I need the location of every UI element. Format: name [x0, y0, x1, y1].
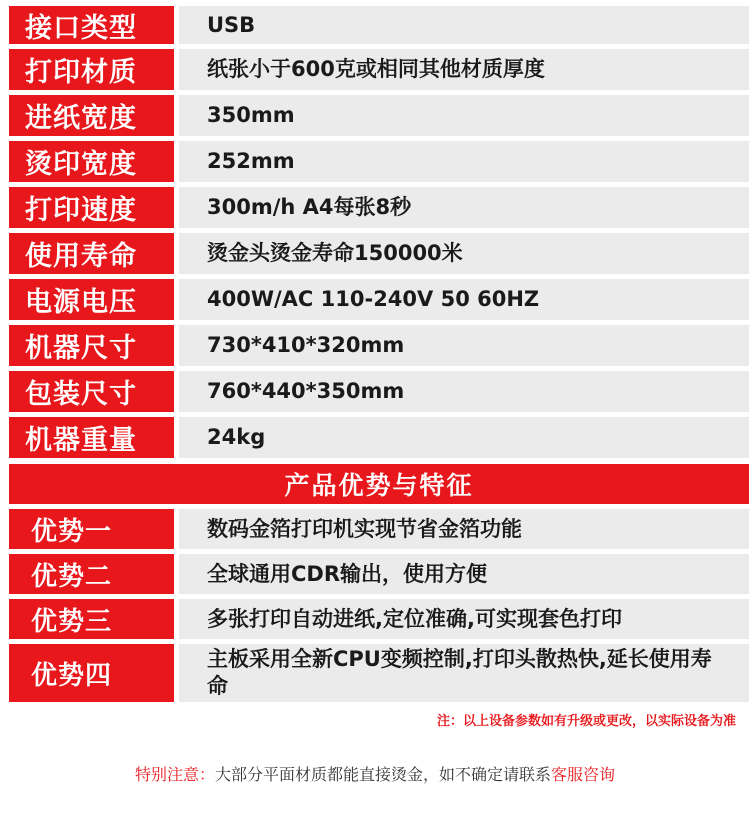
- spec-label: 打印速度: [9, 187, 174, 228]
- spec-row-stamp-width: [9, 141, 749, 182]
- spec-label: 机器尺寸: [9, 325, 174, 366]
- spec-value: 252mm: [179, 141, 749, 182]
- spec-row-power: [9, 279, 749, 320]
- spec-row-weight: [9, 417, 749, 458]
- advantage-label: 优势三: [9, 599, 174, 639]
- section-title-banner: 产品优势与特征: [9, 464, 749, 504]
- special-attention-prefix: 特别注意：: [134, 765, 215, 784]
- advantage-value: 数码金箔打印机实现节省金箔功能: [179, 509, 749, 549]
- spec-label: 使用寿命: [9, 233, 174, 274]
- spec-row-machine-size: [9, 325, 749, 366]
- spec-row-speed: [9, 187, 749, 228]
- spec-label: 打印材质: [9, 49, 174, 90]
- advantage-value: 多张打印自动进纸,定位准确,可实现套色打印: [179, 599, 749, 639]
- spec-row-lifespan: [9, 233, 749, 274]
- spec-value: 300m/h A4每张8秒: [179, 187, 749, 228]
- advantage-label: 优势一: [9, 509, 174, 549]
- spec-value: 纸张小于600克或相同其他材质厚度: [179, 49, 749, 90]
- advantage-value: 全球通用CDR输出，使用方便: [179, 554, 749, 594]
- spec-value: USB: [179, 6, 749, 44]
- spec-value: 400W/AC 110-240V 50 60HZ: [179, 279, 749, 320]
- spec-label: 接口类型: [9, 6, 174, 44]
- special-attention-note: [0, 762, 750, 785]
- special-attention-text: 大部分平面材质都能直接烫金，如不确定请联系: [214, 765, 551, 784]
- advantage-row-1: [9, 509, 749, 549]
- spec-label: 烫印宽度: [9, 141, 174, 182]
- spec-label: 机器重量: [9, 417, 174, 458]
- advantage-row-3: [9, 599, 749, 639]
- customer-service-link[interactable]: 客服咨询: [551, 765, 616, 784]
- spec-value: 烫金头烫金寿命150000米: [179, 233, 749, 274]
- spec-label: 进纸宽度: [9, 95, 174, 136]
- disclaimer-note: 注：以上设备参数如有升级或更改，以实际设备为准: [436, 714, 736, 729]
- spec-label: 电源电压: [9, 279, 174, 320]
- spec-row-interface: [9, 6, 749, 44]
- advantage-row-4: [9, 644, 749, 702]
- spec-value: 350mm: [179, 95, 749, 136]
- advantage-label: 优势二: [9, 554, 174, 594]
- advantage-value: 主板采用全新CPU变频控制,打印头散热快,延长使用寿命: [179, 644, 749, 702]
- spec-row-package-size: [9, 371, 749, 412]
- spec-label: 包装尺寸: [9, 371, 174, 412]
- advantage-row-2: [9, 554, 749, 594]
- advantage-label: 优势四: [9, 644, 174, 702]
- spec-row-feed-width: [9, 95, 749, 136]
- spec-value: 24kg: [179, 417, 749, 458]
- spec-row-material: [9, 49, 749, 90]
- spec-value: 760*440*350mm: [179, 371, 749, 412]
- spec-value: 730*410*320mm: [179, 325, 749, 366]
